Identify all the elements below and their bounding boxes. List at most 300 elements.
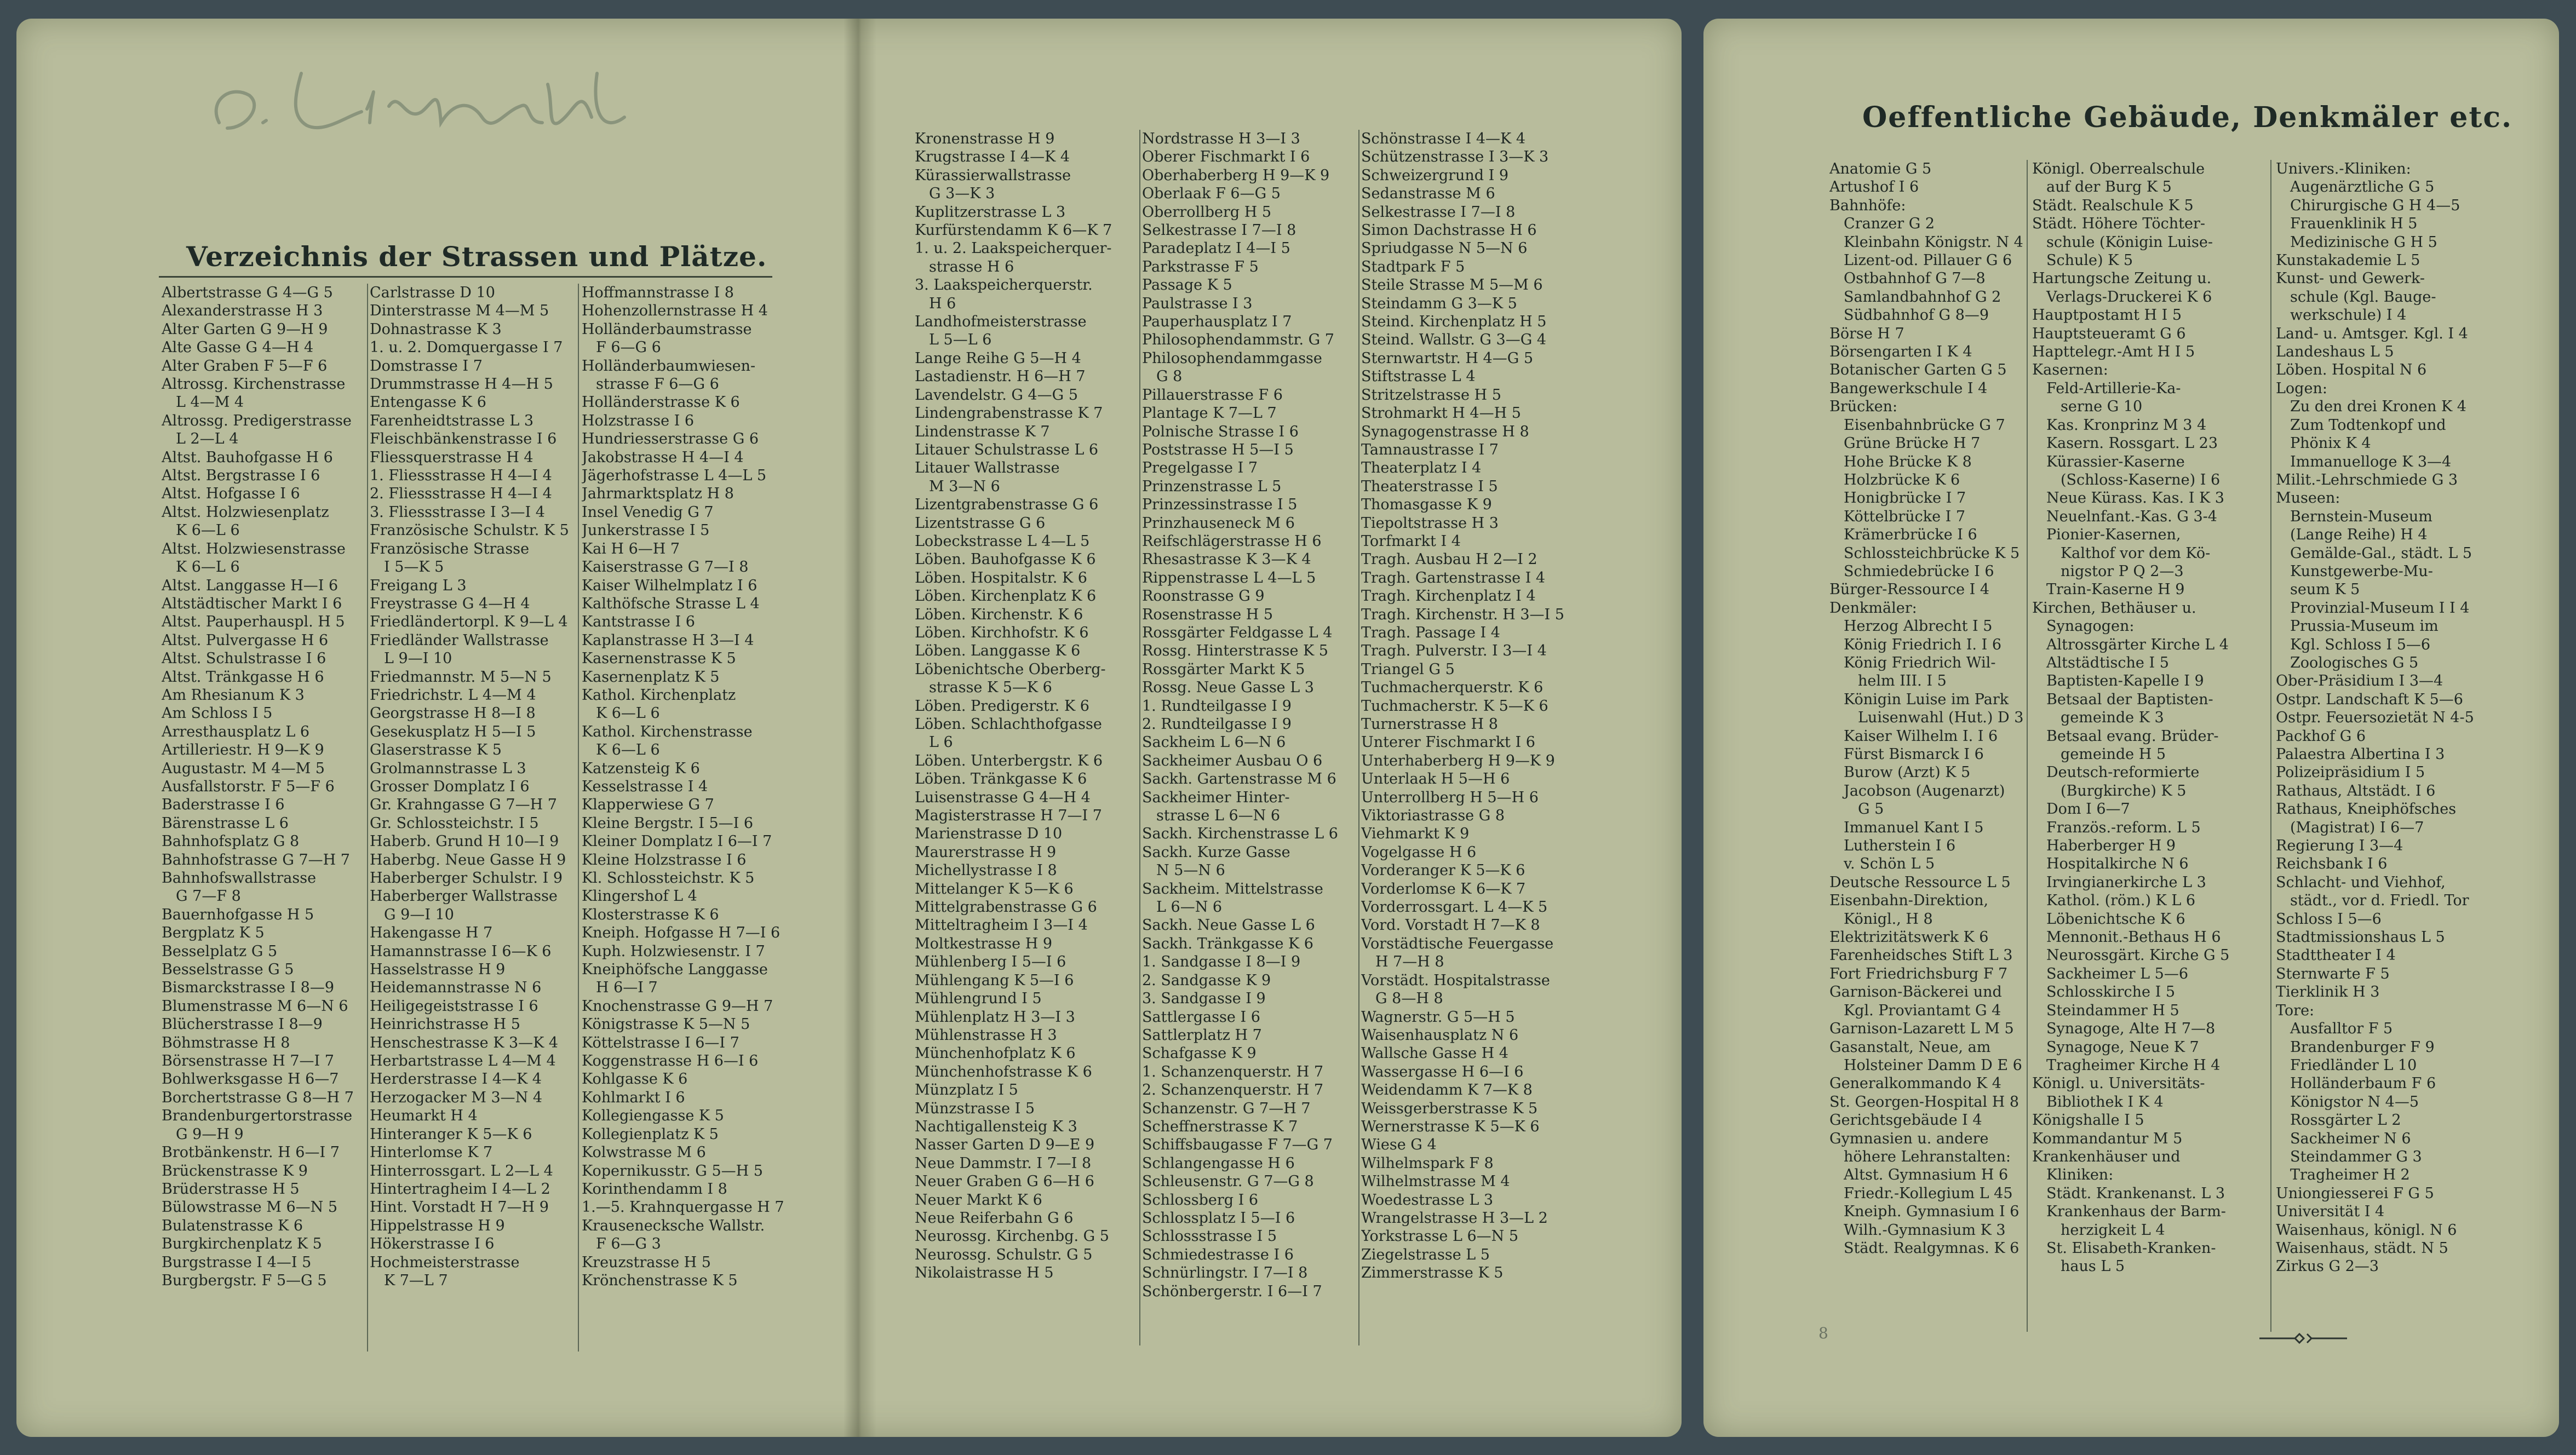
index-entry: Kalthöfsche Strasse L 4 <box>582 595 760 612</box>
index-entry: L 6 <box>929 734 953 751</box>
index-entry: Französische Schulstr. K 5 <box>370 522 569 539</box>
buildings-column-2 <box>2032 160 2240 1276</box>
index-entry: Heidemannstrasse N 6 <box>370 979 542 997</box>
index-entry: Altst. Gymnasium H 6 <box>1844 1166 2009 1184</box>
index-entry: Bibliothek I K 4 <box>2046 1093 2164 1111</box>
index-entry: Oberrollberg H 5 <box>1142 203 1272 221</box>
index-entry: Honigbrücke I 7 <box>1844 490 1966 507</box>
index-entry: Schloss I 5—6 <box>2276 910 2382 928</box>
index-entry: Samlandbahnhof G 2 <box>1844 288 2001 306</box>
index-entry: Provinzial-Museum I I 4 <box>2290 599 2470 617</box>
index-entry: Litauer Schulstrasse L 6 <box>915 441 1099 458</box>
index-entry: Bernstein-Museum <box>2290 508 2432 525</box>
index-entry: Ober-Präsidium I 3—4 <box>2276 672 2443 690</box>
index-entry: Schiffsbaugasse F 7—G 7 <box>1142 1136 1333 1154</box>
index-entry: Oberlaak F 6—G 5 <box>1142 185 1281 203</box>
index-entry: Löben. Schlachthofgasse <box>915 716 1102 733</box>
index-entry: Carlstrasse D 10 <box>370 284 495 301</box>
index-entry: Plantage K 7—L 7 <box>1142 405 1277 422</box>
index-entry: Kaplanstrasse H 3—I 4 <box>582 631 754 649</box>
index-entry: Französ.-reform. L 5 <box>2046 819 2201 836</box>
index-entry: Lastadienstr. H 6—H 7 <box>915 368 1086 386</box>
index-entry: Jakobstrasse H 4—I 4 <box>582 448 744 466</box>
index-entry: Köttelbrücke I 7 <box>1844 508 1966 525</box>
index-entry: Kleine Holzstrasse I 6 <box>582 851 747 869</box>
index-entry: gemeinde K 3 <box>2061 709 2164 727</box>
index-entry: Anatomie G 5 <box>1829 160 1932 177</box>
index-entry: Steind. Kirchenplatz H 5 <box>1361 313 1547 331</box>
index-entry: Altst. Pauperhauspl. H 5 <box>162 613 345 631</box>
index-entry: Passage K 5 <box>1142 277 1232 294</box>
index-entry: Löben. Kirchenplatz K 6 <box>915 588 1097 605</box>
index-entry: Ziegelstrasse L 5 <box>1361 1246 1490 1263</box>
index-entry: F 6—G 3 <box>596 1235 661 1253</box>
index-entry: Irvingianerkirche L 3 <box>2046 873 2206 891</box>
index-entry: Yorkstrasse L 6—N 5 <box>1361 1228 1519 1245</box>
index-entry: Altrossgärter Kirche L 4 <box>2046 636 2229 653</box>
index-entry: Insel Venedig G 7 <box>582 503 714 521</box>
index-entry: Haberberger Wallstrasse <box>370 888 558 905</box>
index-entry: Rossgärter L 2 <box>2290 1112 2401 1129</box>
index-entry: Schmiedestrasse I 6 <box>1142 1246 1294 1263</box>
index-entry: Eisenbahn-Direktion, <box>1829 892 1989 910</box>
index-entry: Schnürlingstr. I 7—I 8 <box>1142 1264 1308 1282</box>
index-entry: Frauenklinik H 5 <box>2290 215 2418 233</box>
index-entry: G 9—I 10 <box>384 906 454 923</box>
index-entry: Poststrasse H 5—I 5 <box>1142 441 1294 458</box>
index-entry: Königin Luise im Park <box>1844 691 2009 708</box>
index-entry: Herzog Albrecht I 5 <box>1844 618 1993 635</box>
index-entry: Bulatenstrasse K 6 <box>162 1217 303 1234</box>
index-entry: Holländerstrasse K 6 <box>582 394 740 411</box>
index-entry: Bahnhöfe: <box>1829 197 1906 214</box>
index-entry: Rippenstrasse L 4—L 5 <box>1142 569 1316 586</box>
index-entry: (Magistrat) I 6—7 <box>2290 819 2424 836</box>
index-entry: Schweizergrund I 9 <box>1361 166 1509 184</box>
index-entry: Schmiedebrücke I 6 <box>1844 562 1994 580</box>
index-entry: Hippelstrasse H 9 <box>370 1217 505 1234</box>
index-entry: Vorderlomse K 6—K 7 <box>1361 880 1526 898</box>
index-entry: Nachtigallensteig K 3 <box>915 1118 1077 1135</box>
index-entry: Bürger-Ressource I 4 <box>1829 581 1990 599</box>
index-entry: Farenheidtstrasse L 3 <box>370 412 534 429</box>
index-entry: Lindenstrasse K 7 <box>915 423 1050 440</box>
index-entry: Kollegiengasse K 5 <box>582 1107 724 1125</box>
index-entry: Gemälde-Gal., städt. L 5 <box>2290 544 2472 562</box>
index-entry: Königl., H 8 <box>1844 910 1933 928</box>
index-entry: Grosser Domplatz I 6 <box>370 778 530 795</box>
index-entry: Neue Dammstr. I 7—I 8 <box>915 1154 1092 1172</box>
index-entry: Nasser Garten D 9—E 9 <box>915 1136 1095 1154</box>
index-entry: St. Elisabeth-Kranken- <box>2046 1239 2216 1257</box>
index-entry: Pauperhausplatz I 7 <box>1142 313 1292 331</box>
index-entry: Spriudgasse N 5—N 6 <box>1361 240 1528 257</box>
index-entry: Tragheimer Kirche H 4 <box>2046 1056 2221 1074</box>
index-entry: Scheffnerstrasse K 7 <box>1142 1118 1298 1135</box>
index-entry: Kleiner Domplatz I 6—I 7 <box>582 833 772 850</box>
index-entry: Heumarkt H 4 <box>370 1107 478 1125</box>
index-entry: Königstor N 4—5 <box>2290 1093 2419 1111</box>
index-entry: Altst. Pulvergasse H 6 <box>162 631 329 649</box>
index-entry: Friedländertorpl. K 9—L 4 <box>370 613 568 631</box>
index-entry: Altrossg. Kirchenstrasse <box>162 376 346 393</box>
index-entry: Kliniken: <box>2046 1166 2114 1184</box>
index-entry: Kneiph. Hofgasse H 7—I 6 <box>582 924 781 942</box>
index-entry: K 6—L 6 <box>596 741 660 759</box>
index-entry: Arresthausplatz L 6 <box>162 723 310 740</box>
index-entry: Kathol. Kirchenplatz <box>582 686 736 704</box>
index-entry: Elektrizitätswerk K 6 <box>1829 929 1989 946</box>
index-entry: Herderstrasse I 4—K 4 <box>370 1071 542 1088</box>
index-entry: Vord. Vorstadt H 7—K 8 <box>1361 917 1540 934</box>
index-entry: Immanuel Kant I 5 <box>1844 819 1984 836</box>
index-entry: Bergplatz K 5 <box>162 924 265 942</box>
index-entry: Holländerbaumwiesen- <box>582 357 756 375</box>
index-entry: Zirkus G 2—3 <box>2276 1258 2379 1275</box>
index-entry: Land- u. Amtsger. Kgl. I 4 <box>2276 325 2468 342</box>
index-entry: Städt. Höhere Töchter- <box>2032 215 2205 233</box>
column-divider <box>2270 160 2271 1332</box>
index-entry: Woedestrasse L 3 <box>1361 1191 1494 1209</box>
index-entry: Kohlmarkt I 6 <box>582 1089 685 1106</box>
index-entry: Mühlenplatz H 3—I 3 <box>915 1008 1075 1026</box>
street-index-title: Verzeichnis der Strassen und Plätze. <box>186 240 767 273</box>
index-entry: Triangel G 5 <box>1361 660 1455 678</box>
index-entry: L 4—M 4 <box>176 394 244 411</box>
index-entry: strasse H 6 <box>929 258 1014 275</box>
index-entry: Schönstrasse I 4—K 4 <box>1361 130 1525 147</box>
index-entry: Bismarckstrasse I 8—9 <box>162 979 335 997</box>
index-entry: Börse H 7 <box>1829 325 1904 342</box>
index-entry: Sackh. Gartenstrasse M 6 <box>1142 770 1336 788</box>
index-entry: städt., vor d. Friedl. Tor <box>2290 892 2469 910</box>
column-divider <box>1358 130 1359 1345</box>
index-entry: Löben. Unterbergstr. K 6 <box>915 752 1103 769</box>
index-entry: strasse F 6—G 6 <box>596 376 719 393</box>
index-entry: Ausfallstorstr. F 5—F 6 <box>162 778 335 795</box>
index-entry: Dohnastrasse K 3 <box>370 320 502 338</box>
index-entry: Brotbänkenstr. H 6—I 7 <box>162 1144 340 1161</box>
index-entry: G 5 <box>1858 801 1884 818</box>
index-entry: Synagogenstrasse H 8 <box>1361 423 1529 440</box>
index-entry: Paradeplatz I 4—I 5 <box>1142 240 1290 257</box>
index-entry: Mittelanger K 5—K 6 <box>915 880 1074 898</box>
index-entry: Polizeipräsidium I 5 <box>2276 764 2425 781</box>
index-entry: Lange Reihe G 5—H 4 <box>915 349 1081 367</box>
index-entry: 2. Fliessstrasse H 4—I 4 <box>370 485 552 503</box>
index-entry: Kasern. Rossgart. L 23 <box>2046 435 2218 452</box>
index-entry: Hinterlomse K 7 <box>370 1144 493 1161</box>
index-entry: Jacobson (Augenarzt) <box>1844 782 2005 800</box>
index-entry: Tragh. Kirchenplatz I 4 <box>1361 588 1536 605</box>
index-entry: Henschestrasse K 3—K 4 <box>370 1034 559 1051</box>
index-entry: Kaiser Wilhelm I. I 6 <box>1844 727 1998 745</box>
index-entry: Löben. Tränkgasse K 6 <box>915 770 1087 788</box>
index-entry: Neuer Graben G 6—H 6 <box>915 1173 1094 1191</box>
index-entry: Böhmstrasse H 8 <box>162 1034 290 1051</box>
index-entry: Kaiser Wilhelmplatz I 6 <box>582 577 758 594</box>
index-entry: Lizentgrabenstrasse G 6 <box>915 496 1099 514</box>
index-entry: Waisenhausplatz N 6 <box>1361 1026 1519 1044</box>
index-entry: Rossg. Hinterstrasse K 5 <box>1142 642 1328 660</box>
index-entry: Gesekusplatz H 5—I 5 <box>370 723 536 740</box>
index-entry: Tragh. Gartenstrasse I 4 <box>1361 569 1546 586</box>
index-entry: Baderstrasse I 6 <box>162 796 285 814</box>
index-entry: K 7—L 7 <box>384 1272 448 1289</box>
index-entry: Tragh. Pulverstr. I 3—I 4 <box>1361 642 1547 660</box>
index-entry: Mühlengang K 5—I 6 <box>915 971 1074 989</box>
index-entry: Kolwstrasse M 6 <box>582 1144 706 1161</box>
index-entry: Schönbergerstr. I 6—I 7 <box>1142 1283 1322 1300</box>
index-entry: Kürassierwallstrasse <box>915 166 1071 184</box>
index-entry: L 6—N 6 <box>1156 899 1223 916</box>
street-column-4 <box>915 130 1139 1283</box>
index-entry: höhere Lehranstalten: <box>1844 1148 2011 1165</box>
index-entry: Unterlaak H 5—H 6 <box>1361 770 1510 788</box>
index-entry: Königstrasse K 5—N 5 <box>582 1016 750 1033</box>
index-entry: Burgkirchenplatz K 5 <box>162 1235 322 1253</box>
index-entry: Holländerbaum F 6 <box>2290 1075 2436 1092</box>
index-entry: Schafgasse K 9 <box>1142 1045 1257 1062</box>
index-entry: Kuph. Holzwiesenstr. I 7 <box>582 942 765 960</box>
index-entry: Kollegienplatz K 5 <box>582 1125 719 1143</box>
index-entry: Waisenhaus, königl. N 6 <box>2276 1221 2457 1239</box>
index-entry: Pionier-Kasernen, <box>2046 526 2181 544</box>
index-entry: 1. u. 2. Laakspeicherquer- <box>915 240 1112 257</box>
index-entry: Mühlenstrasse H 3 <box>915 1026 1057 1044</box>
index-entry: Kurfürstendamm K 6—K 7 <box>915 222 1112 239</box>
index-entry: Wilhelmspark F 8 <box>1361 1154 1494 1172</box>
index-entry: Löben. Langgasse K 6 <box>915 642 1081 660</box>
index-entry: Fliessquerstrasse H 4 <box>370 448 533 466</box>
index-entry: Verlags-Druckerei K 6 <box>2046 288 2212 306</box>
index-entry: Holzbrücke K 6 <box>1844 471 1960 488</box>
index-entry: Neue Reiferbahn G 6 <box>915 1209 1074 1227</box>
index-entry: Wernerstrasse K 5—K 6 <box>1361 1118 1540 1135</box>
index-entry: Brüderstrasse H 5 <box>162 1180 300 1198</box>
index-entry: schule (Königin Luise- <box>2046 233 2213 251</box>
index-entry: Denkmäler: <box>1829 599 1917 617</box>
index-entry: Haberberger H 9 <box>2046 837 2176 855</box>
index-entry: Altst. Langgasse H—I 6 <box>162 577 339 594</box>
index-entry: Blumenstrasse M 6—N 6 <box>162 997 348 1015</box>
index-entry: Königshalle I 5 <box>2032 1112 2144 1129</box>
index-entry: Münchenhofstrasse K 6 <box>915 1063 1092 1080</box>
index-entry: Hamannstrasse I 6—K 6 <box>370 942 552 960</box>
index-entry: 1.—5. Krahnquergasse H 7 <box>582 1199 784 1216</box>
index-entry: Zum Todtenkopf und <box>2290 416 2446 434</box>
index-entry: Selkestrasse I 7—I 8 <box>1361 203 1516 221</box>
index-entry: Wilhelmstrasse M 4 <box>1361 1173 1510 1191</box>
index-entry: helm III. I 5 <box>1858 672 1947 690</box>
column-divider <box>578 284 579 1352</box>
index-entry: Palaestra Albertina I 3 <box>2276 746 2445 763</box>
index-entry: Löben. Bauhofgasse K 6 <box>915 551 1096 568</box>
index-entry: Steindammer G 3 <box>2290 1148 2422 1165</box>
index-entry: Michellystrasse I 8 <box>915 862 1057 879</box>
index-entry: Hintertragheim I 4—L 2 <box>370 1180 550 1198</box>
index-entry: Philosophendammstr. G 7 <box>1142 331 1334 349</box>
index-entry: Kleinbahn Königstr. N 4 <box>1844 233 2023 251</box>
index-entry: Kaiserstrasse G 7—I 8 <box>582 559 749 576</box>
index-entry: Landeshaus L 5 <box>2276 343 2394 361</box>
index-entry: Dinterstrasse M 4—M 5 <box>370 302 549 320</box>
index-entry: Theaterstrasse I 5 <box>1361 478 1498 495</box>
street-column-6 <box>1361 130 1591 1283</box>
index-entry: Altst. Tränkgasse H 6 <box>162 668 324 686</box>
index-entry: Börsengarten I K 4 <box>1829 343 1972 361</box>
index-entry: Brücken: <box>1829 398 1898 416</box>
index-entry: Artilleriestr. H 9—K 9 <box>162 741 324 759</box>
index-entry: Cranzer G 2 <box>1844 215 1935 233</box>
index-entry: Hoffmannstrasse I 8 <box>582 284 734 301</box>
index-entry: Georgstrasse H 8—I 8 <box>370 705 536 722</box>
index-entry: Sedanstrasse M 6 <box>1361 185 1495 203</box>
index-entry: K 6—L 6 <box>176 559 240 576</box>
index-entry: Sackheimer Hinter- <box>1142 789 1290 806</box>
index-entry: Hapttelegr.-Amt H I 5 <box>2032 343 2195 361</box>
index-entry: Brückenstrasse K 9 <box>162 1162 308 1180</box>
index-entry: haus L 5 <box>2061 1258 2125 1275</box>
index-entry: Tuchmacherquerstr. K 6 <box>1361 679 1544 697</box>
index-entry: Mittelgrabenstrasse G 6 <box>915 899 1097 916</box>
index-entry: strasse L 6—N 6 <box>1156 807 1281 825</box>
index-entry: Generalkommando K 4 <box>1829 1075 2001 1092</box>
index-entry: Kunstgewerbe-Mu- <box>2290 562 2433 580</box>
index-entry: Friedmannstr. M 5—N 5 <box>370 668 552 686</box>
index-entry: Tierklinik H 3 <box>2276 984 2380 1001</box>
index-entry: Jägerhofstrasse L 4—L 5 <box>582 467 767 485</box>
index-entry: Friedländer Wallstrasse <box>370 631 549 649</box>
index-entry: K 6—L 6 <box>176 522 240 539</box>
index-entry: Hospitalkirche N 6 <box>2046 855 2189 873</box>
index-entry: Schlangengasse H 6 <box>1142 1154 1295 1172</box>
index-entry: Klosterstrasse K 6 <box>582 906 719 923</box>
index-entry: Rathaus, Altstädt. I 6 <box>2276 782 2436 800</box>
index-entry: Altst. Bergstrasse I 6 <box>162 467 320 485</box>
index-entry: Unterrollberg H 5—H 6 <box>1361 789 1539 806</box>
index-entry: Klapperwiese G 7 <box>582 796 714 814</box>
index-entry: (Burgkirche) K 5 <box>2061 782 2187 800</box>
index-entry: Pillauerstrasse F 6 <box>1142 386 1283 404</box>
index-entry: Burgbergstr. F 5—G 5 <box>162 1272 327 1289</box>
index-entry: 1. Sandgasse I 8—I 9 <box>1142 953 1301 971</box>
index-entry: Zoologisches G 5 <box>2290 654 2419 671</box>
index-entry: Bülowstrasse M 6—N 5 <box>162 1199 338 1216</box>
index-entry: M 3—N 6 <box>929 478 1000 495</box>
index-entry: 3. Sandgasse I 9 <box>1142 990 1266 1008</box>
street-column-2 <box>370 284 575 1290</box>
index-entry: Kasernenstrasse K 5 <box>582 650 736 668</box>
index-entry: Tragh. Ausbau H 2—I 2 <box>1361 551 1537 568</box>
index-entry: Vorstädtische Feuergasse <box>1361 935 1554 952</box>
index-entry: König Friedrich Wil- <box>1844 654 1996 671</box>
street-column-3 <box>582 284 790 1290</box>
buildings-column-1 <box>1829 160 2059 1257</box>
index-entry: Vorderrossgart. L 4—K 5 <box>1361 899 1548 916</box>
index-entry: Simon Dachstrasse H 6 <box>1361 222 1537 239</box>
index-entry: Moltkestrasse H 9 <box>915 935 1053 952</box>
index-entry: Parkstrasse F 5 <box>1142 258 1259 275</box>
index-entry: Löben. Kirchhofstr. K 6 <box>915 624 1089 641</box>
index-entry: Drummstrasse H 4—H 5 <box>370 376 553 393</box>
index-entry: Französische Strasse <box>370 540 530 557</box>
index-entry: Grüne Brücke H 7 <box>1844 435 1981 452</box>
index-entry: Kalthof vor dem Kö- <box>2061 544 2211 562</box>
index-entry: Unterer Fischmarkt I 6 <box>1361 734 1535 751</box>
index-entry: Am Schloss I 5 <box>162 705 273 722</box>
index-entry: Königl. Oberrealschule <box>2032 160 2205 177</box>
index-entry: Kreuzstrasse H 5 <box>582 1253 711 1271</box>
index-entry: Krausenecksche Wallstr. <box>582 1217 765 1234</box>
index-entry: 2. Rundteilgasse I 9 <box>1142 716 1292 733</box>
index-entry: Kneiph. Gymnasium I 6 <box>1844 1203 2020 1221</box>
index-entry: Schlacht- und Viehhof, <box>2276 873 2446 891</box>
index-entry: Kronenstrasse H 9 <box>915 130 1055 147</box>
index-entry: Friedr.-Kollegium L 45 <box>1844 1184 2013 1202</box>
index-entry: Hint. Vorstadt H 7—H 9 <box>370 1199 549 1216</box>
index-entry: Nordstrasse H 3—I 3 <box>1142 130 1300 147</box>
index-entry: N 5—N 6 <box>1156 862 1225 879</box>
index-entry: Burow (Arzt) K 5 <box>1844 764 1971 781</box>
index-entry: Vogelgasse H 6 <box>1361 843 1477 861</box>
index-entry: Magisterstrasse H 7—I 7 <box>915 807 1102 825</box>
index-entry: Hundriesserstrasse G 6 <box>582 430 759 448</box>
index-entry: Heiligegeiststrasse I 6 <box>370 997 538 1015</box>
index-entry: Friedrichstr. L 4—M 4 <box>370 686 536 704</box>
index-entry: Stiftstrasse L 4 <box>1361 368 1476 386</box>
index-entry: Altst. Bauhofgasse H 6 <box>162 448 333 466</box>
index-entry: Alter Garten G 9—H 9 <box>162 320 328 338</box>
index-entry: Chirurgische G H 4—5 <box>2290 197 2460 214</box>
index-entry: 1. Fliessstrasse H 4—I 4 <box>370 467 552 485</box>
index-entry: Rosenstrasse H 5 <box>1142 606 1273 623</box>
index-entry: Lobeckstrasse L 4—L 5 <box>915 532 1090 550</box>
index-entry: Gr. Krahngasse G 7—H 7 <box>370 796 557 814</box>
index-entry: Junkerstrasse I 5 <box>582 522 710 539</box>
index-entry: Brandenburgertorstrasse <box>162 1107 353 1125</box>
index-entry: Lindengrabenstrasse K 7 <box>915 405 1103 422</box>
index-entry: Luisenwahl (Hut.) D 3 <box>1858 709 2024 727</box>
index-entry: Phönix K 4 <box>2290 435 2371 452</box>
street-column-5 <box>1142 130 1358 1301</box>
index-entry: Münzstrasse I 5 <box>915 1100 1035 1117</box>
index-entry: Sackh. Kirchenstrasse L 6 <box>1142 825 1338 843</box>
page-fold <box>844 19 876 1437</box>
index-entry: Schlossplatz I 5—I 6 <box>1142 1209 1295 1227</box>
index-entry: Augenärztliche G 5 <box>2290 179 2435 196</box>
index-entry: Besselplatz G 5 <box>162 942 278 960</box>
index-entry: Stadttheater I 4 <box>2276 947 2396 964</box>
index-entry: Nikolaistrasse H 5 <box>915 1264 1054 1282</box>
index-entry: Alexanderstrasse H 3 <box>162 302 323 320</box>
index-entry: Sackheimer L 5—6 <box>2046 965 2189 982</box>
index-entry: Städt. Krankenanst. L 3 <box>2046 1184 2225 1202</box>
index-entry: Holzstrasse I 6 <box>582 412 695 429</box>
right-page <box>1703 19 2559 1437</box>
index-entry: schule (Kgl. Bauge- <box>2290 288 2436 306</box>
index-entry: herzigkeit L 4 <box>2061 1221 2165 1239</box>
index-entry: Garnison-Bäckerei und <box>1829 984 2002 1001</box>
index-entry: Botanischer Garten G 5 <box>1829 361 2007 379</box>
index-entry: Neue Kürass. Kas. I K 3 <box>2046 490 2224 507</box>
index-entry: Tamnaustrasse I 7 <box>1361 441 1499 458</box>
index-entry: gemeinde H 5 <box>2061 746 2166 763</box>
index-entry: L 2—L 4 <box>176 430 239 448</box>
index-entry: Kneiphöfsche Langgasse <box>582 961 768 979</box>
index-entry: Altst. Holzwiesenstrasse <box>162 540 346 557</box>
index-entry: Löben. Predigerstr. K 6 <box>915 697 1089 715</box>
